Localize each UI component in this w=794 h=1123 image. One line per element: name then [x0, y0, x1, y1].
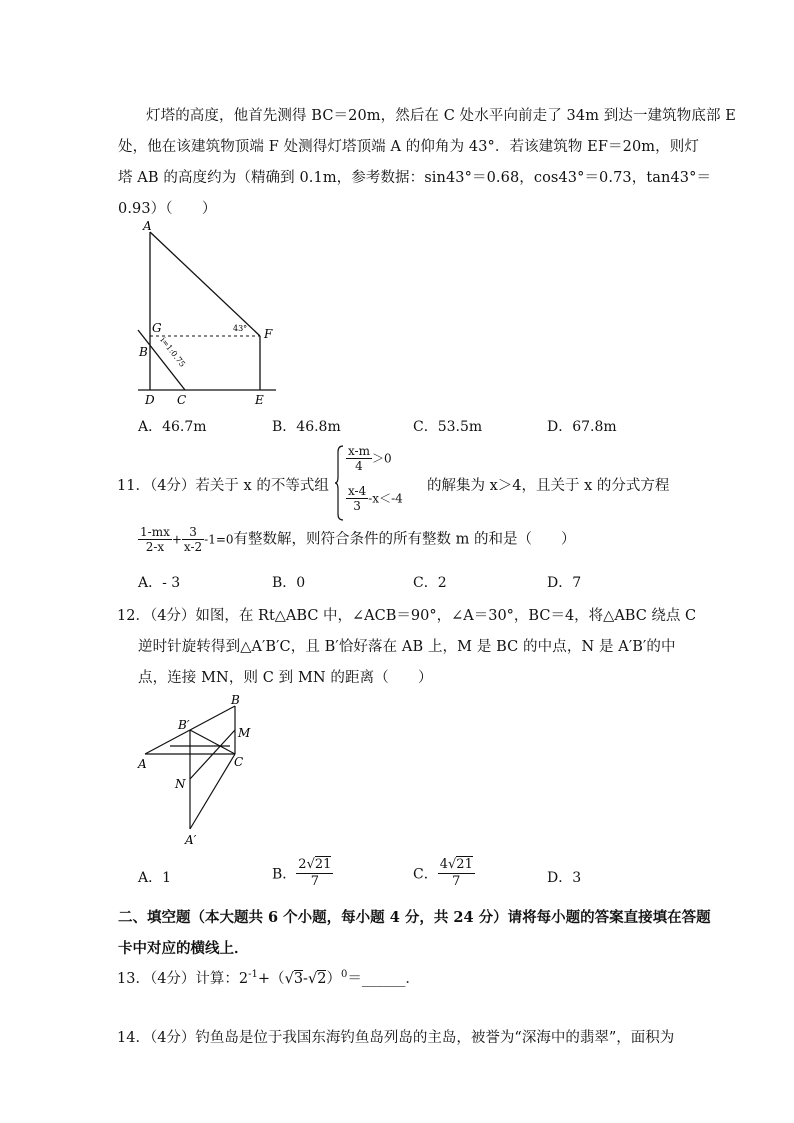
q11-option-d: D．7 — [547, 575, 582, 591]
q12-figure — [130, 692, 260, 852]
q14-line: 14．（4分）钓鱼岛是位于我国东海钓鱼岛列岛的主岛，被誉为“深海中的翡翠”，面积为 — [117, 1030, 675, 1046]
q12-option-b: B． $\frac{2√21}{7}$ — [272, 857, 332, 889]
label-e: E — [255, 393, 264, 407]
q10-line1: 灯塔的高度，他首先测得 BC＝20m，然后在 C 处水平向前走了 34m 到达一建筑物底部 E — [146, 108, 736, 124]
opt-b-rad: 21 — [314, 857, 332, 872]
opt-b-coef: 2 — [298, 857, 307, 872]
ineq2-num: x-4 — [348, 484, 367, 498]
q13-text-c: ） — [326, 971, 341, 987]
opt-b-prefix: B． — [272, 866, 297, 883]
label-f: F — [264, 327, 273, 341]
label-g: G — [152, 321, 162, 335]
q13-exp0: 0 — [340, 969, 348, 981]
q10-line2: 处，他在该建筑物顶端 F 处测得灯塔顶端 A 的仰角为 43°．若该建筑物 EF＝20m，则灯 — [118, 139, 699, 155]
opt-c-coef: 4 — [439, 857, 448, 872]
eq-den2: x-2 — [183, 540, 203, 554]
eq-rest: -1=0 — [204, 532, 234, 547]
q10-option-c: C．53.5m — [413, 419, 483, 435]
label-n: N — [175, 777, 186, 791]
q13-minus: - — [303, 971, 308, 987]
q12-line3: 点，连接 MN，则 C 到 MN 的距离（ ） — [138, 670, 433, 686]
q11-prefix: 11．（4分）若关于 x 的不等式组 — [117, 478, 329, 494]
eq-den1: 2-x — [145, 540, 165, 554]
eq-num1: 1-mx — [140, 525, 170, 539]
ineq1-num: x-m — [348, 444, 370, 458]
label-c: C — [177, 393, 187, 407]
q13-line: 13．（4分）计算：$2^{-1}+(√3-√2)^0=\_\_\_\_\_\_$． — [117, 969, 420, 987]
q13-text-d: ＝ — [347, 971, 362, 987]
section2-line2: 卡中对应的横线上． — [118, 940, 249, 957]
q10-figure — [130, 218, 290, 410]
label-a: A — [143, 219, 152, 233]
q12-option-d: D．3 — [547, 870, 582, 886]
q11-option-a: A．- 3 — [138, 575, 181, 591]
q11-inequality-system — [334, 444, 426, 522]
slope-label: i=1:0.75 — [158, 335, 187, 369]
opt-c-rad: 21 — [456, 857, 473, 872]
section2-line1: 二、填空题（本大题共 6 个小题，每小题 4 分，共 24 分）请将每小题的答案直接填在答题 — [118, 909, 711, 926]
q13-blank: ______ — [361, 971, 406, 987]
opt-c-den: 7 — [452, 874, 461, 889]
q10-line4: 0.93）（ ） — [118, 201, 217, 217]
opt-c-prefix: C． — [413, 866, 438, 883]
ineq2-den: 3 — [353, 499, 361, 513]
label-d: D — [145, 393, 155, 407]
q13-r2: 2 — [317, 971, 327, 987]
eq-num2: 3 — [182, 525, 204, 540]
q13-text-a: 13．（4分）计算：2 — [117, 971, 249, 987]
q12-line2: 逆时针旋转得到△A′B′C，且 B′恰好落在 AB 上，M 是 BC 的中点，N 是 A′B′的中 — [138, 639, 676, 655]
label-b: B — [139, 345, 148, 359]
eq-plus: + — [171, 532, 182, 547]
ineq2-rest: -x＜-4 — [368, 491, 403, 506]
q12-line1: 12．（4分）如图，在 Rt△ABC 中，∠ACB＝90°，∠A＝30°，BC＝4，将△ABC 绕点 C — [117, 608, 697, 624]
q10-option-a: A．46.7m — [138, 419, 207, 435]
q11-option-b: B．0 — [272, 575, 306, 591]
q12-option-a: A．1 — [138, 870, 172, 886]
q13-end: ． — [405, 971, 420, 987]
q11-suffix: 的解集为 x＞4，且关于 x 的分式方程 — [427, 478, 670, 494]
q11-equation — [138, 525, 576, 554]
angle-label: 43° — [233, 324, 248, 333]
label-m: M — [238, 726, 251, 740]
label-c: C — [234, 755, 244, 769]
label-a: A — [138, 757, 147, 771]
q12-option-c: C． $\frac{4√21}{7}$ — [413, 857, 473, 889]
opt-b-den: 7 — [310, 874, 319, 889]
ineq1-den: 4 — [355, 459, 363, 473]
label-b: B — [231, 693, 240, 707]
q10-line3: 塔 AB 的高度约为（精确到 0.1m，参考数据：sin43°＝0.68，cos43°＝0.73，tan43°＝ — [118, 170, 712, 186]
label-a-prime: A′ — [185, 833, 197, 847]
ineq1-rest: ＞0 — [372, 451, 392, 466]
q13-text-b: +（ — [257, 971, 285, 987]
q13-exp: -1 — [248, 969, 258, 981]
q11-line2-text: 有整数解，则符合条件的所有整数 m 的和是（ ） — [233, 531, 576, 548]
label-b-prime: B′ — [178, 718, 190, 732]
brace-icon — [334, 444, 344, 522]
q10-option-b: B．46.8m — [272, 419, 341, 435]
q11-option-c: C．2 — [413, 575, 447, 591]
q13-r1: 3 — [293, 971, 304, 987]
q10-option-d: D．67.8m — [547, 419, 617, 435]
